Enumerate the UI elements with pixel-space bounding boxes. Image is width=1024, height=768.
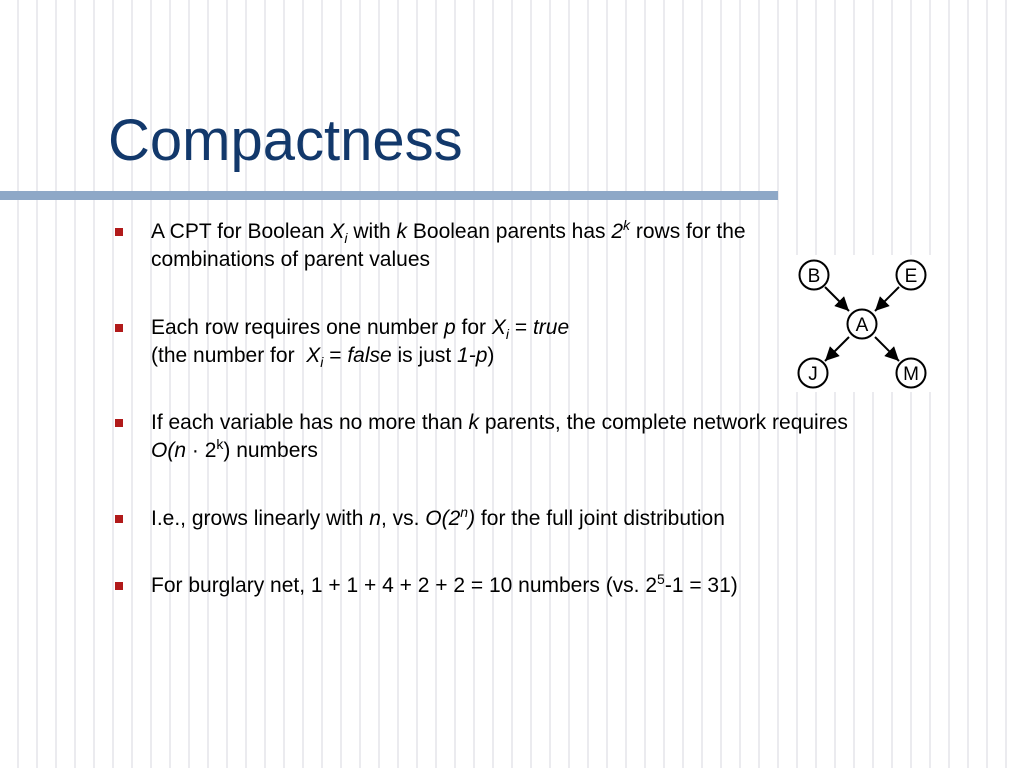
edge-b-a xyxy=(825,287,849,311)
bullet-item xyxy=(151,314,771,370)
superscript-n: n xyxy=(460,504,469,520)
text: Boolean parents has xyxy=(407,220,612,243)
text: rows for the xyxy=(630,220,746,243)
edge-e-a xyxy=(875,287,899,311)
slide-title: Compactness xyxy=(108,108,463,173)
bullet-line xyxy=(151,342,771,370)
svg-text:J: J xyxy=(808,364,818,385)
text: Each row requires one number xyxy=(151,316,444,339)
value-false: false xyxy=(347,344,392,367)
superscript-k: k xyxy=(216,436,224,452)
bullet-line xyxy=(151,314,771,342)
bullet-line xyxy=(151,409,1011,437)
text: = xyxy=(323,344,348,367)
svg-text:E: E xyxy=(904,266,918,287)
math-o-2: O(2 xyxy=(425,507,461,530)
bullet-line xyxy=(151,572,1011,600)
text: If each variable has no more than xyxy=(151,411,469,434)
math-2: 2 xyxy=(204,439,217,462)
bullet-item xyxy=(151,409,1011,465)
value-true: true xyxy=(532,316,570,339)
bullet-item xyxy=(151,572,1011,600)
math-o-n: O(n xyxy=(151,439,187,462)
bullet-line xyxy=(151,246,791,274)
text: for xyxy=(455,316,492,339)
math-2: 2 xyxy=(611,220,624,243)
text: A CPT for Boolean xyxy=(151,220,331,243)
text: ) numbers xyxy=(223,439,318,462)
node-b xyxy=(800,261,829,290)
text: For burglary net, 1 + 1 + 4 + 2 + 2 = 10 numbers (vs. 2 xyxy=(151,574,658,597)
svg-text:B: B xyxy=(807,266,821,287)
svg-text:M: M xyxy=(903,364,919,385)
bullet-marker xyxy=(115,515,123,523)
node-m xyxy=(897,359,926,388)
superscript-k: k xyxy=(623,217,631,233)
var-n: n xyxy=(369,507,381,530)
superscript-5: 5 xyxy=(657,571,665,587)
node-j xyxy=(799,359,828,388)
text: combinations of parent values xyxy=(151,248,430,271)
text: ) xyxy=(487,344,495,367)
bullet-item xyxy=(151,505,1011,533)
math-1-p: 1-p xyxy=(457,344,488,367)
svg-text:A: A xyxy=(855,315,869,336)
bullet-line xyxy=(151,218,791,246)
dot-operator: · xyxy=(186,439,205,462)
var-x: X xyxy=(491,316,506,339)
text: I.e., grows linearly with xyxy=(151,507,370,530)
network-svg xyxy=(793,255,931,392)
var-x: X xyxy=(306,344,321,367)
var-x: X xyxy=(330,220,345,243)
node-a xyxy=(848,310,877,339)
edge-a-j xyxy=(825,337,849,361)
text: is just xyxy=(391,344,458,367)
bullet-marker xyxy=(115,582,123,590)
edge-a-m xyxy=(875,337,899,361)
var-k: k xyxy=(396,220,408,243)
bullet-marker xyxy=(115,228,123,236)
math-close-paren: ) xyxy=(468,507,476,530)
var-k: k xyxy=(468,411,480,434)
text: = xyxy=(509,316,533,339)
bullet-marker xyxy=(115,419,123,427)
bullet-line xyxy=(151,437,1011,465)
text: -1 = 31) xyxy=(664,574,738,597)
var-p: p xyxy=(444,316,456,339)
burglary-network-diagram xyxy=(793,255,931,392)
bullet-item xyxy=(151,218,791,274)
subscript-i: i xyxy=(505,326,510,343)
text: with xyxy=(347,220,397,243)
node-e xyxy=(897,261,926,290)
subscript-i: i xyxy=(344,230,348,247)
bullet-line xyxy=(151,505,1011,533)
text: parents, the complete network requires xyxy=(479,411,848,434)
subscript-i: i xyxy=(320,354,324,371)
text: (the number for xyxy=(151,344,307,367)
text: for the full joint distribution xyxy=(475,507,725,530)
bullet-marker xyxy=(115,324,123,332)
title-underline xyxy=(0,191,778,200)
text: , vs. xyxy=(380,507,426,530)
